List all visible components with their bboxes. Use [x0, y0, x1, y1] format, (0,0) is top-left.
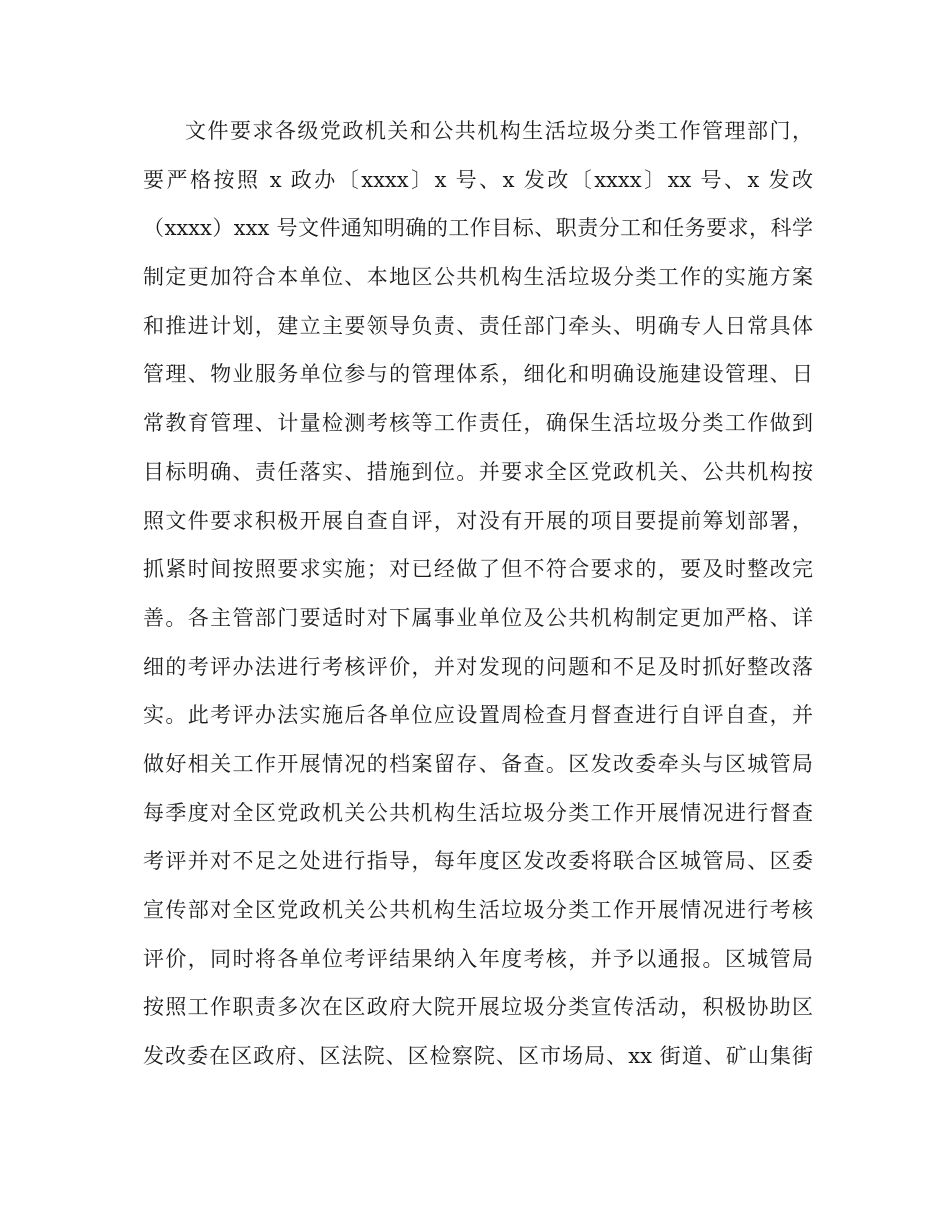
- paragraph-line: 抓紧时间按照要求实施；对已经做了但不符合要求的，要及时整改完: [143, 557, 813, 582]
- paragraph-line: 实。此考评办法实施后各单位应设置周检查月督查进行自评自查，并: [143, 703, 813, 728]
- paragraph-line: 评价，同时将各单位考评结果纳入年度考核，并予以通报。区城管局: [143, 946, 813, 971]
- paragraph-line: 目标明确、责任落实、措施到位。并要求全区党政机关、公共机构按: [143, 459, 813, 484]
- paragraph-line: 发改委在区政府、区法院、区检察院、区市场局、xx 街道、矿山集街: [143, 1044, 813, 1069]
- paragraph-line: 按照工作职责多次在区政府大院开展垃圾分类宣传活动，积极协助区: [143, 995, 813, 1020]
- paragraph-line: 照文件要求积极开展自查自评，对没有开展的项目要提前筹划部署，: [143, 508, 813, 533]
- paragraph-line: 制定更加符合本单位、本地区公共机构生活垃圾分类工作的实施方案: [143, 265, 813, 290]
- paragraph-line: 每季度对全区党政机关公共机构生活垃圾分类工作开展情况进行督查: [143, 800, 813, 825]
- paragraph-line: 常教育管理、计量检测考核等工作责任，确保生活垃圾分类工作做到: [143, 411, 813, 436]
- paragraph-line: 和推进计划，建立主要领导负责、责任部门牵头、明确专人日常具体: [143, 313, 813, 338]
- paragraph-line: 善。各主管部门要适时对下属事业单位及公共机构制定更加严格、详: [143, 605, 813, 630]
- paragraph-line: （xxxx）xxx 号文件通知明确的工作目标、职责分工和任务要求，科学: [143, 216, 813, 241]
- paragraph-line: 管理、物业服务单位参与的管理体系，细化和明确设施建设管理、日: [143, 362, 813, 387]
- paragraph-line: 宣传部对全区党政机关公共机构生活垃圾分类工作开展情况进行考核: [143, 898, 813, 922]
- paragraph-line: 要严格按照 x 政办〔xxxx〕x 号、x 发改〔xxxx〕xx 号、x 发改: [143, 167, 813, 192]
- paragraph-line: 做好相关工作开展情况的档案留存、备查。区发改委牵头与区城管局: [143, 751, 813, 776]
- paragraph-line: 细的考评办法进行考核评价，并对发现的问题和不足及时抓好整改落: [143, 654, 813, 679]
- body-paragraph: [143, 107, 813, 1081]
- paragraph-line: 文件要求各级党政机关和公共机构生活垃圾分类工作管理部门，: [185, 119, 813, 143]
- paragraph-line: 考评并对不足之处进行指导，每年度区发改委将联合区城管局、区委: [143, 849, 813, 874]
